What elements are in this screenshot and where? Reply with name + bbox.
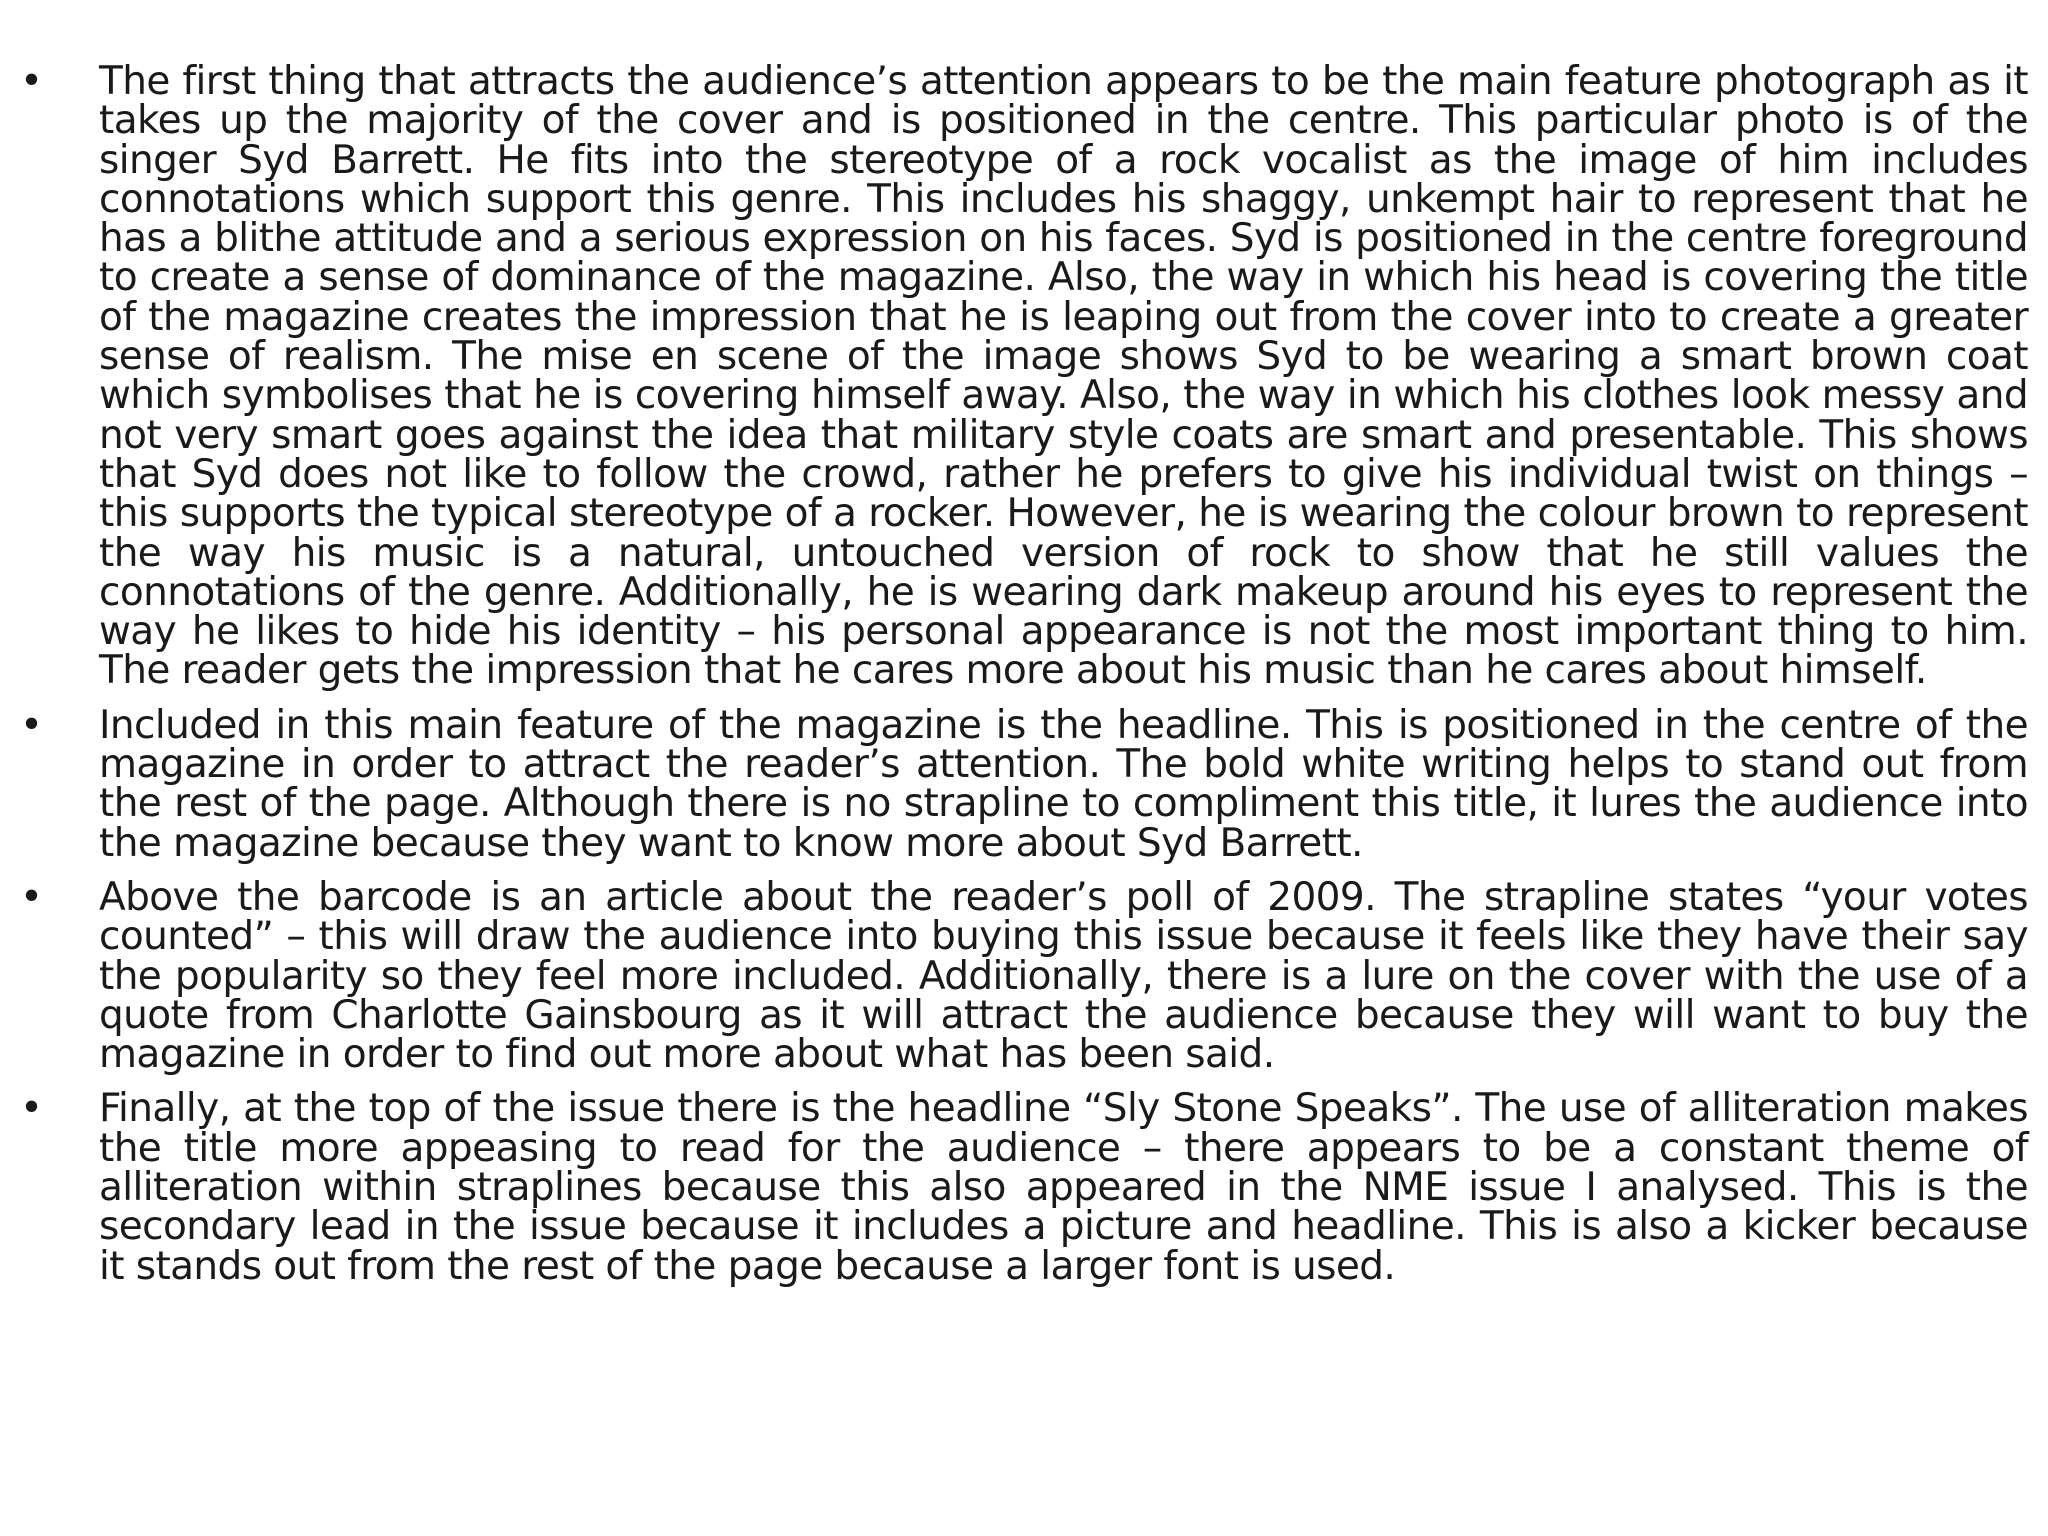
bullet-text: Above the barcode is an article about the reader’s poll of 2009. The strapline states “your votes counted” – this will draw the audience into buying this issue because it feels like they have their say the popularity so they feel more included. Additionally, there is a lure on the cover with the use of a quote from Charlotte Gainsbourg as it will attract the audience because they will want to buy the magazine in order to find out more about what has been said.	[99, 874, 2028, 1078]
bullet-text: The first thing that attracts the audience’s attention appears to be the main feature photograph as it takes up the majority of the cover and is positioned in the centre. This particular photo is of the singer Syd Barrett. He fits into the stereotype of a rock vocalist as the image of him includes connotations which support this genre. This includes his shaggy, unkempt hair to represent that he has a blithe attitude and a serious expression on his faces. Syd is positioned in the centre foreground to create a sense of dominance of the magazine. Also, the way in which his head is covering the title of the magazine creates the impression that he is leaping out from the cover into to create a greater sense of realism. The mise en scene of the image shows Syd to be wearing a smart brown coat which symbolises that he is covering himself away. Also, the way in which his clothes look messy and not very smart goes against the idea that military style coats are smart and presentable. This shows that Syd does not like to follow the crowd, rather he prefers to give his individual twist on things – this supports the typical stereotype of a rocker. However, he is wearing the colour brown to represent the way his music is a natural, untouched version of rock to show that he still values the connotations of the genre. Additionally, he is wearing dark makeup around his eyes to represent the way he likes to hide his identity – his personal appearance is not the most important thing to him. The reader gets the impression that he cares more about his music than he cares about himself.	[99, 59, 2028, 694]
bullet-list	[20, 59, 2028, 1301]
bullet-icon: •	[20, 1086, 43, 1132]
bullet-item-3	[20, 874, 2028, 1078]
bullet-item-2	[20, 702, 2028, 866]
bullet-icon: •	[20, 59, 43, 104]
bullet-icon: •	[20, 874, 43, 920]
bullet-icon: •	[20, 702, 43, 748]
bullet-text: Finally, at the top of the issue there is the headline “Sly Stone Speaks”. The use of alliteration makes the title more appeasing to read for the audience – there appears to be a constant theme of alliteration within straplines because this also appeared in the NME issue I analysed. This is the secondary lead in the issue because it includes a picture and headline. This is also a kicker because it stands out from the rest of the page because a larger font is used.	[99, 1086, 2028, 1289]
bullet-item-4	[20, 1086, 2028, 1289]
bullet-text: Included in this main feature of the magazine is the headline. This is positioned in the centre of the magazine in order to attract the reader’s attention. The bold white writing helps to stand out from the rest of the page. Although there is no strapline to compliment this title, it lures the audience into the magazine because they want to know more about Syd Barrett.	[99, 702, 2028, 866]
bullet-item-1	[20, 59, 2028, 694]
